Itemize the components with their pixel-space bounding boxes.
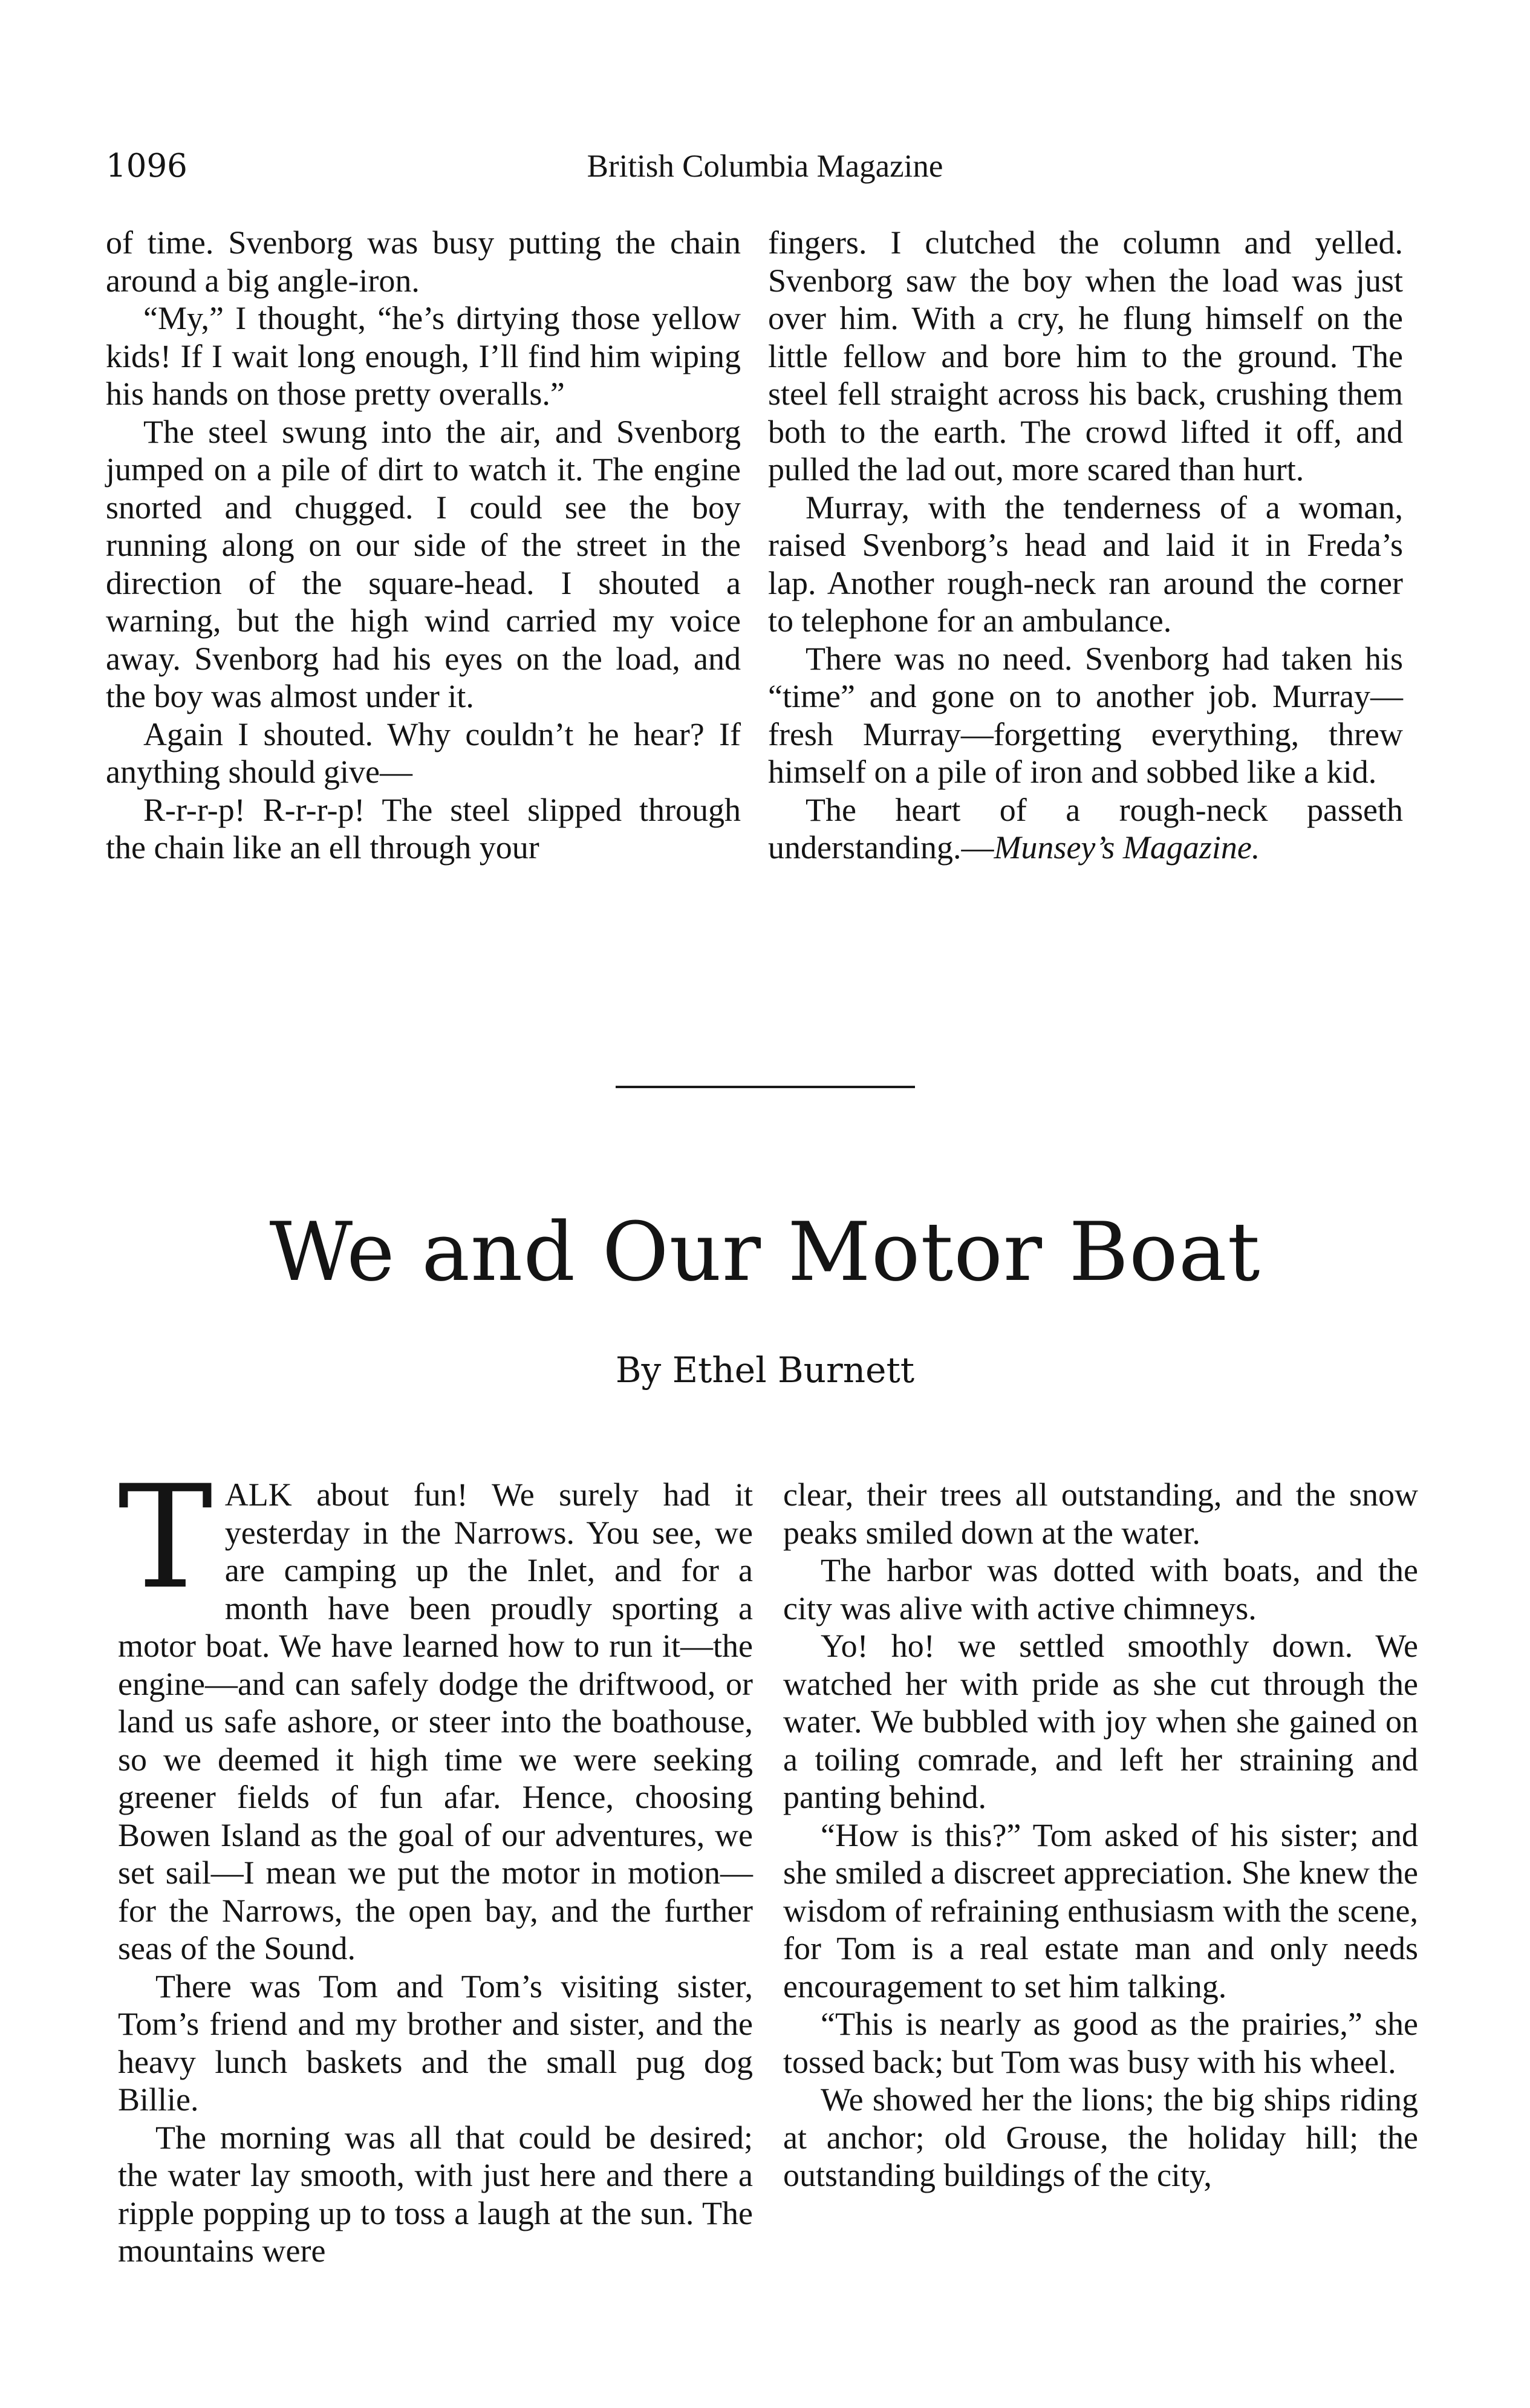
paragraph: Again I shouted. Why couldn’t he hear? If anything should give— — [106, 716, 741, 790]
drop-cap: T — [118, 1455, 213, 1620]
paragraph: There was no need. Svenborg had taken his “time” and gone on to another job. Murray—fresh Murray—forgetting everything, threw himself on a pile of iron and sobbed like a kid. — [768, 640, 1403, 790]
paragraph: “This is nearly as good as the prairies,” she tossed back; but Tom was busy with his wheel. — [783, 2006, 1418, 2080]
section-divider — [616, 1086, 915, 1088]
previous-article-column-2 — [768, 224, 1403, 867]
paragraph: Murray, with the tenderness of a woman, raised Svenborg’s head and laid it in Freda’s lap. Another rough-neck ran around the corner to telephone for an ambulance. — [768, 489, 1403, 639]
source-attribution: Munsey’s Magazine. — [994, 829, 1260, 866]
article-byline: By Ethel Burnett — [615, 1349, 915, 1391]
page-number: 1096 — [106, 148, 187, 184]
page-header — [106, 139, 1424, 194]
opening-text: ALK about fun! We surely had it yesterday in the Narrows. You see, we are camping up the Inlet, and for a month have been proudly sporting a motor boat. We have learned how to run it—the engine—and can safely dodge the driftwood, or land us safe ashore, or steer into the boathouse, so we deemed it high time we were seeking greener fields of fun afar. Hence, choosing Bowen Island as the goal of our adventures, we set sail—I mean we put the motor in motion—for the Narrows, the open bay, and the further seas of the Sound. — [118, 1476, 753, 1966]
paragraph: clear, their trees all outstanding, and the snow peaks smiled down at the water. — [783, 1476, 1418, 1551]
paragraph — [118, 1455, 753, 1968]
article-column-1 — [118, 1455, 753, 2270]
paragraph: “My,” I thought, “he’s dirtying those yellow kids! If I wait long enough, I’ll find him wiping his hands on those pretty overalls.” — [106, 300, 741, 412]
paragraph: The harbor was dotted with boats, and the city was alive with active chimneys. — [783, 1552, 1418, 1627]
paragraph: R-r-r-p! R-r-r-p! The steel slipped through the chain like an ell through your — [106, 791, 741, 866]
paragraph: The morning was all that could be desired; the water lay smooth, with just here and there a ripple popping up to toss a laugh at the sun. The mountains were — [118, 2119, 753, 2269]
paragraph: fingers. I clutched the column and yelled. Svenborg saw the boy when the load was just over him. With a cry, he flung himself on the little fellow and bore him to the ground. The steel fell straight across his back, crushing them both to the earth. The crowd lifted it off, and pulled the lad out, more scared than hurt. — [768, 224, 1403, 488]
paragraph: of time. Svenborg was busy putting the chain around a big angle-iron. — [106, 224, 741, 299]
paragraph — [768, 791, 1403, 867]
paragraph: “How is this?” Tom asked of his sister; and she smiled a discreet appreciation. She knew the wisdom of refraining enthusiasm with the scene, for Tom is a real estate man and only needs encouragement to set him talking. — [783, 1816, 1418, 2005]
closing-line: The heart of a rough-neck passeth understanding.— — [768, 791, 1403, 866]
running-title: British Columbia Magazine — [587, 149, 943, 184]
article-title: We and Our Motor Boat — [269, 1205, 1261, 1299]
paragraph: The steel swung into the air, and Svenborg jumped on a pile of dirt to watch it. The engine snorted and chugged. I could see the boy running along on our side of the street in the direction of the square-head. I shouted a warning, but the high wind carried my voice away. Svenborg had his eyes on the load, and the boy was almost under it. — [106, 413, 741, 714]
article-column-2 — [783, 1476, 1418, 2194]
paragraph: Yo! ho! we settled smoothly down. We watched her with pride as she cut through the water. We bubbled with joy when she gained on a toiling comrade, and left her straining and panting behind. — [783, 1628, 1418, 1815]
previous-article-column-1 — [106, 224, 741, 867]
paragraph: There was Tom and Tom’s visiting sister, Tom’s friend and my brother and sister, and the heavy lunch baskets and the small pug dog Billie. — [118, 1968, 753, 2118]
paragraph: We showed her the lions; the big ships riding at anchor; old Grouse, the holiday hill; the outstanding buildings of the city, — [783, 2081, 1418, 2193]
